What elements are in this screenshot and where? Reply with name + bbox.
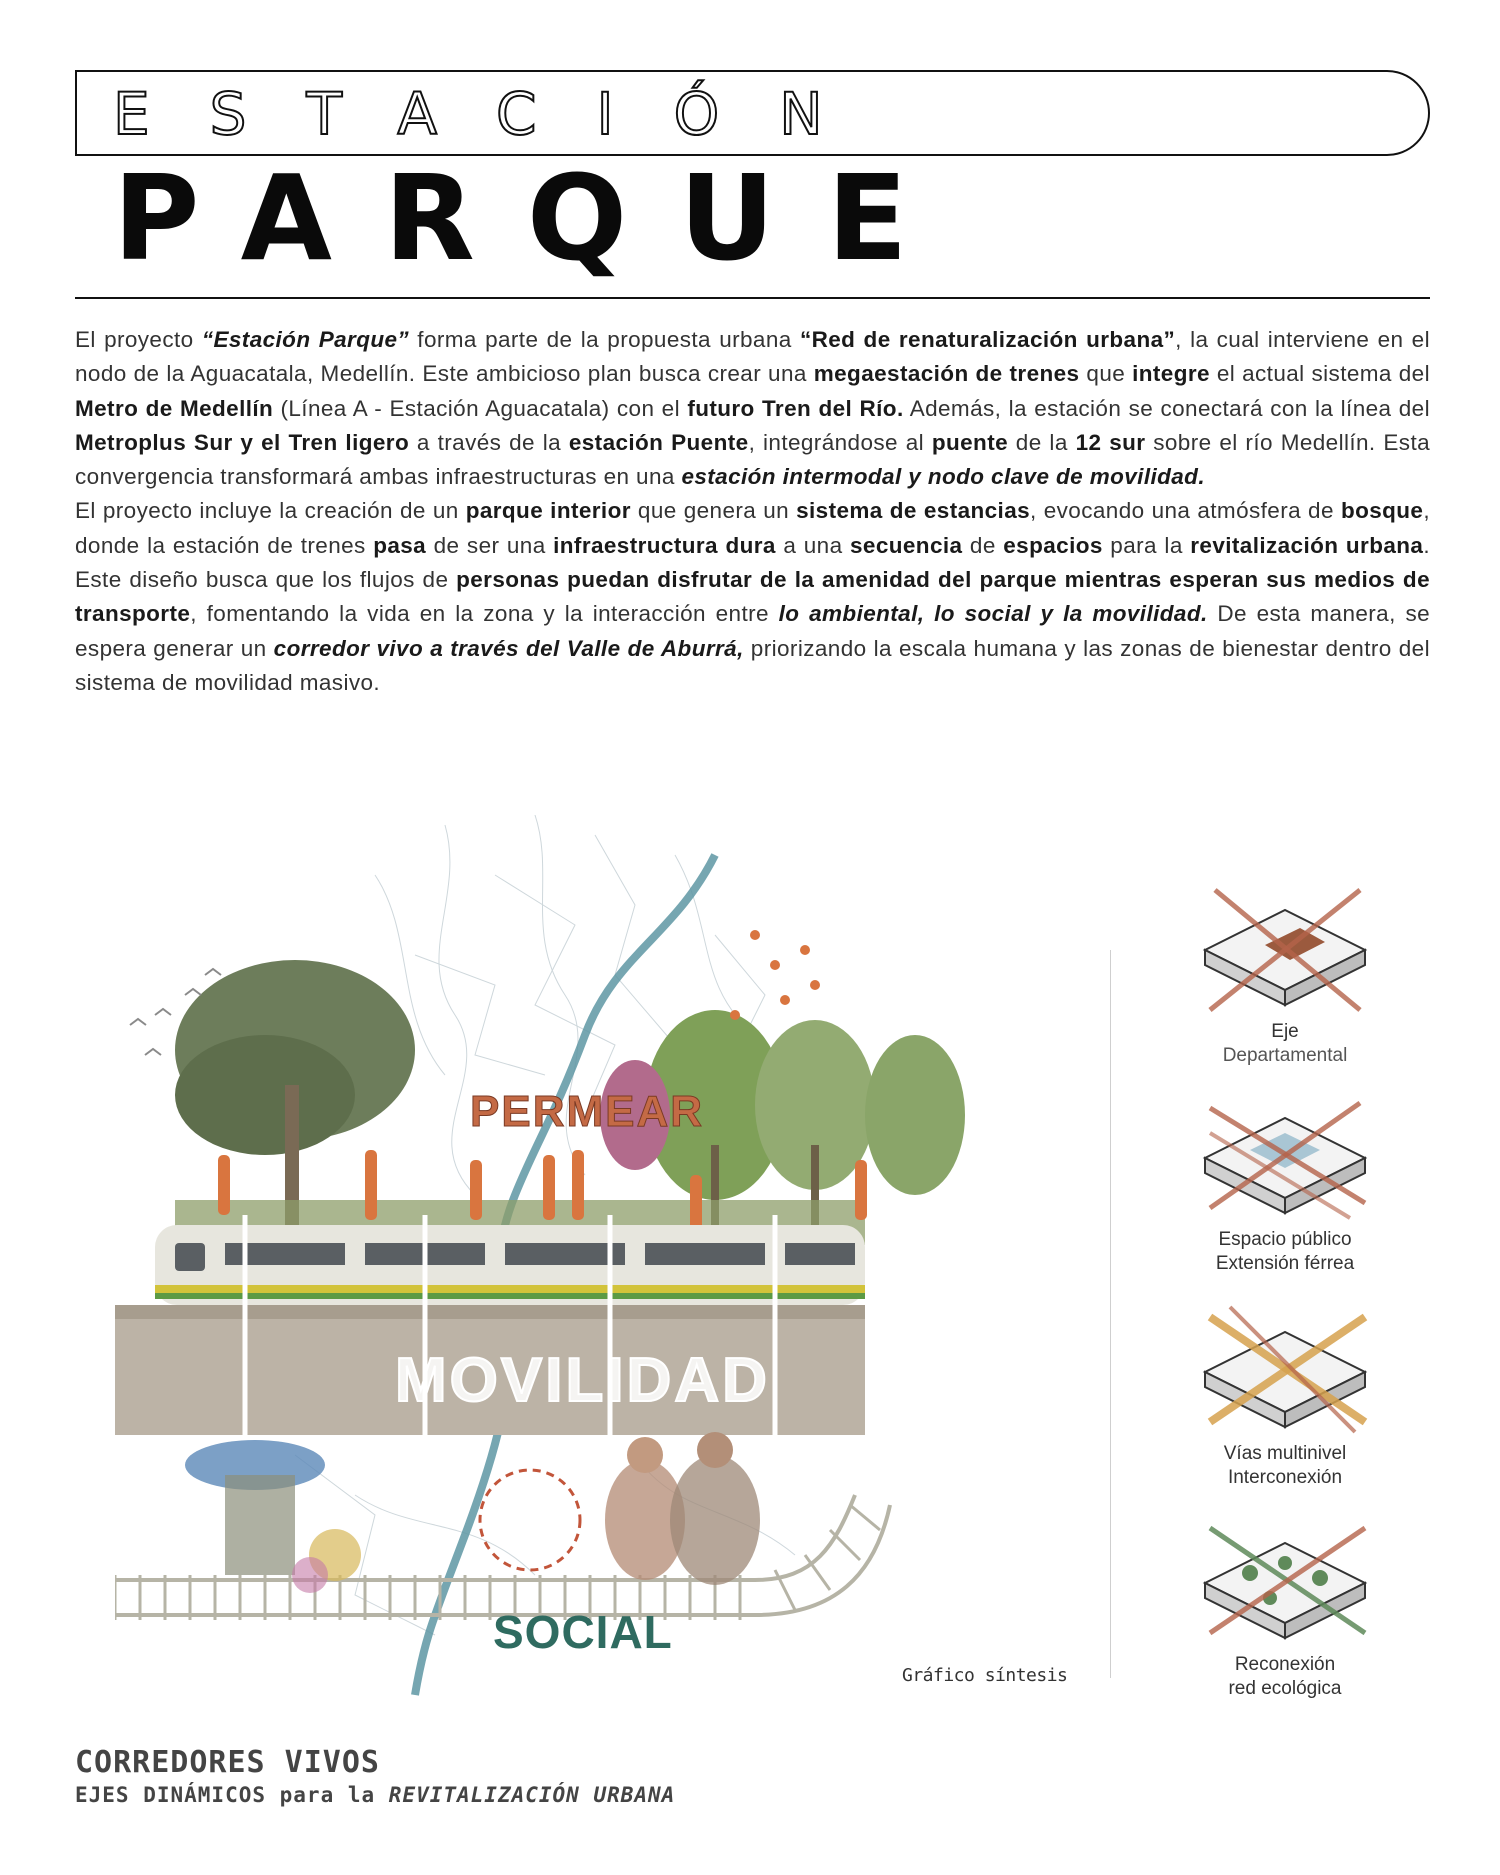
axis-item [1180,1302,1390,1490]
page-title: PARQUE [113,149,960,287]
synthesis-graphic [115,815,1045,1705]
isometric-block-icon [1190,880,1380,1020]
axis-title: Eje [1271,1021,1299,1042]
axis-item [1180,880,1390,1068]
synthesis-illustration [115,815,1045,1705]
footer-title: CORREDORES VIVOS [75,1745,380,1780]
axis-subtitle: Extensión férrea [1215,1253,1355,1274]
market-scene [185,1440,361,1593]
intro-paragraph-2: El proyecto incluye la creación de un parque interior que genera un sistema de estancias, evocando una atmósfera de bosque, donde la estación de trenes pasa de ser una infraestructura dura a una secuencia de espacios para la revitalización urbana. Este diseño busca que los flujos de personas puedan disfrutar de la amenidad del parque mientras esperan sus medios de transporte, fomentando la vida en la zona y la interacción entre lo ambiental, lo social y la movilidad. De esta manera, se espera generar un corredor vivo a través del Valle de Aburrá, priorizando la escala humana y las zonas de bienestar dentro del sistema de movilidad masivo. [75,498,1431,695]
word-movilidad: MOVILIDAD [395,1346,770,1415]
axis-subtitle: Interconexión [1227,1467,1343,1488]
elders-scene [605,1432,760,1585]
axis-title: Espacio público [1218,1229,1352,1250]
axis-title: Vías multinivel [1223,1443,1347,1464]
footer-subtitle [75,1783,675,1807]
focus-circle [480,1470,580,1570]
intro-text [75,323,1430,700]
isometric-block-icon [1190,1513,1380,1653]
isometric-block-icon [1190,1088,1380,1228]
axis-item [1180,1088,1390,1276]
footer-subtitle-plain: EJES DINÁMICOS para la [75,1783,389,1807]
axis-title: Reconexión [1234,1654,1336,1675]
train [155,1225,865,1305]
intro-paragraph-1: El proyecto “Estación Parque” forma parte de la propuesta urbana “Red de renaturalización urbana”, la cual interviene en el nodo de la Aguacatala, Medellín. Este ambicioso plan busca crear una megaestación de trenes que integre el actual sistema del Metro de Medellín (Línea A - Estación Aguacatala) con el futuro Tren del Río. Además, la estación se conectará con la línea del Metroplus Sur y el Tren ligero a través de la estación Puente, integrándose al puente de la 12 sur sobre el río Medellín. Esta convergencia transformará ambas infraestructuras en una estación intermodal y nodo clave de movilidad. [75,327,1431,490]
isometric-block-icon [1190,1302,1380,1442]
title-divider [75,297,1430,299]
word-permear: PERMEAR [470,1087,705,1136]
footer-subtitle-italic: REVITALIZACIÓN URBANA [388,1783,676,1807]
axis-item [1180,1513,1390,1701]
axis-subtitle: red ecológica [1228,1678,1342,1699]
column-divider [1110,950,1111,1678]
title-top: ESTACIÓN [113,80,883,148]
axis-subtitle: Departamental [1222,1045,1348,1066]
butterflies [730,930,820,1020]
word-social: SOCIAL [493,1606,673,1658]
synthesis-caption: Gráfico síntesis [902,1665,1068,1686]
